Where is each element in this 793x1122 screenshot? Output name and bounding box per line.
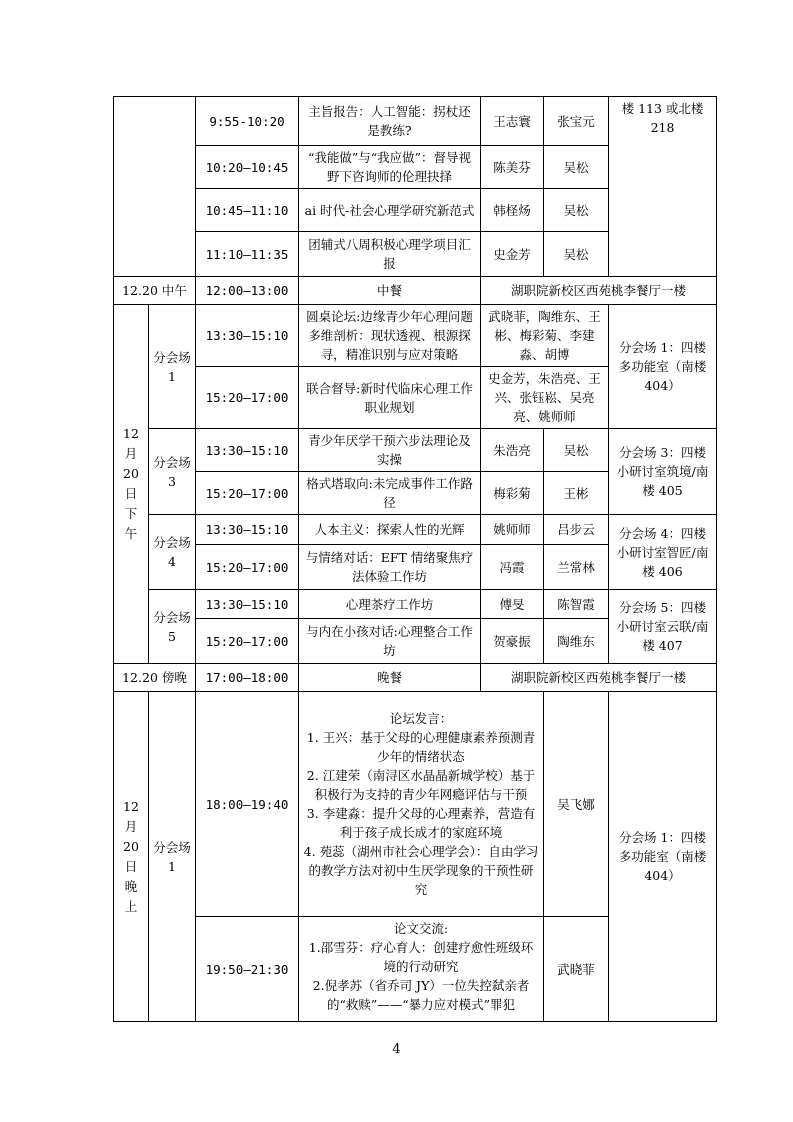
venue-cell: 分会场 1：四楼多功能室（南楼 404） (609, 305, 717, 429)
date-char: 月 (124, 446, 138, 461)
time-cell: 15:20—17:00 (196, 545, 299, 590)
speaker-cell: 陈美芬 (481, 146, 544, 189)
program-line: 1.邵雪芬：疗心育人：创建疗愈性班级环境的行动研究 (308, 940, 534, 974)
venue-cell: 分会场 1：四楼多功能室（南楼 404） (609, 692, 717, 1022)
host-cell: 陈智霞 (544, 590, 609, 619)
host-cell: 吴松 (544, 429, 609, 472)
venue-cell: 湖职院新校区西苑桃李餐厅一楼 (481, 277, 717, 305)
venue-cell: 分会场 3：四楼小研讨室筑境/南楼 405 (609, 429, 717, 515)
empty-date-cell (114, 97, 196, 277)
topic-cell: 团辅式八周积极心理学项目汇报 (299, 232, 481, 277)
date-char: 上 (124, 898, 138, 914)
host-cell: 吕步云 (544, 515, 609, 545)
program-line: 2. 江建荣（南浔区水晶晶新城学校）基于积极行为支持的青少年网瘾评估与干预 (306, 768, 536, 802)
time-cell: 17:00—18:00 (196, 664, 299, 692)
topic-cell: 主旨报告：人工智能：拐杖还是教练? (299, 97, 481, 146)
topic-cell: “我能做”与“我应做”：督导视野下咨询师的伦理抉择 (299, 146, 481, 189)
time-cell: 15:20—17:00 (196, 367, 299, 429)
meal-label: 中餐 (299, 277, 481, 305)
host-cell: 王彬 (544, 472, 609, 515)
program-line: 4. 苑蕊（湖州市社会心理学会）：自由学习的教学方法对初中生厌学现象的干预性研究 (303, 844, 539, 897)
program-line: 1. 王兴：基于父母的心理健康素养预测青少年的情绪状态 (306, 730, 536, 764)
session-name-cell: 分会场 1 (149, 305, 196, 429)
program-line: 3. 李建淼：提升父母的心理素养，营造有利于孩子成长成才的家庭环境 (306, 806, 536, 840)
speaker-cell: 傅旻 (481, 590, 544, 619)
table-row (114, 429, 717, 472)
host-cell: 吴飞娜 (544, 692, 609, 917)
date-vertical-cell (114, 692, 149, 1022)
topic-cell: 人本主义：探索人性的光辉 (299, 515, 481, 545)
date-char: 20 (123, 838, 139, 854)
date-char: 12 (123, 798, 139, 814)
host-cell: 武晓菲 (544, 917, 609, 1022)
session-name-cell: 分会场 5 (149, 590, 196, 664)
speaker-cell: 贺豪振 (481, 619, 544, 664)
topic-cell: 格式塔取向:未完成事件工作路径 (299, 472, 481, 515)
host-cell: 吴松 (544, 189, 609, 232)
venue-cell: 湖职院新校区西苑桃李餐厅一楼 (481, 664, 717, 692)
date-cell: 12.20 傍晚 (114, 664, 196, 692)
topic-cell: 联合督导:新时代临床心理工作职业规划 (299, 367, 481, 429)
date-char: 日 (124, 486, 138, 501)
venue-cell: 分会场 4：四楼小研讨室智匠/南楼 406 (609, 515, 717, 590)
topic-cell: 与情绪对话：EFT 情绪聚焦疗法体验工作坊 (299, 545, 481, 590)
meal-label: 晚餐 (299, 664, 481, 692)
time-cell: 18:00—19:40 (196, 692, 299, 917)
time-cell: 11:10—11:35 (196, 232, 299, 277)
program-line: 论坛发言： (389, 711, 453, 726)
topic-cell: 心理茶疗工作坊 (299, 590, 481, 619)
venue-cell: 分会场 5：四楼小研讨室云联/南楼 407 (609, 590, 717, 664)
date-char: 月 (124, 818, 138, 834)
table-row (114, 97, 717, 146)
program-line: 论文交流: (393, 921, 449, 936)
date-char: 午 (124, 526, 138, 541)
time-cell: 13:30—15:10 (196, 429, 299, 472)
table-row (114, 692, 717, 917)
speaker-cell: 冯霞 (481, 545, 544, 590)
speaker-cell: 史金芳 (481, 232, 544, 277)
table-row (114, 515, 717, 545)
table-row (114, 590, 717, 619)
time-cell: 9:55-10:20 (196, 97, 299, 146)
host-cell: 陶维东 (544, 619, 609, 664)
speaker-cell: 韩柽炀 (481, 189, 544, 232)
time-cell: 19:50—21:30 (196, 917, 299, 1022)
date-char: 晚 (124, 878, 138, 894)
time-cell: 15:20—17:00 (196, 619, 299, 664)
venue-cell: 楼 113 或北楼 218 (609, 97, 717, 277)
topic-cell: 与内在小孩对话:心理整合工作坊 (299, 619, 481, 664)
topic-cell: 青少年厌学干预六步法理论及实操 (299, 429, 481, 472)
speaker-cell: 梅彩菊 (481, 472, 544, 515)
time-cell: 10:20—10:45 (196, 146, 299, 189)
session-name-cell: 分会场 1 (149, 692, 196, 1022)
dinner-row (114, 664, 717, 692)
speaker-cell: 王志寰 (481, 97, 544, 146)
speaker-cell: 史金芳，朱浩亮、王兴、张钰崧、吴亮亮、姚师师 (481, 367, 609, 429)
date-char: 日 (124, 858, 138, 874)
program-detail-cell (299, 692, 544, 917)
program-line: 2.倪孝苏（省乔司 JY）一位失控弑亲者的“救赎”——“暴力应对模式”罪犯 (312, 978, 530, 1012)
session-name-cell: 分会场 3 (149, 429, 196, 515)
date-vertical-cell (114, 305, 149, 664)
time-cell: 13:30—15:10 (196, 590, 299, 619)
lunch-row (114, 277, 717, 305)
time-cell: 12:00—13:00 (196, 277, 299, 305)
host-cell: 张宝元 (544, 97, 609, 146)
speaker-cell: 朱浩亮 (481, 429, 544, 472)
page-number: 4 (392, 1042, 401, 1057)
host-cell: 吴松 (544, 146, 609, 189)
date-char: 12 (123, 426, 139, 441)
time-cell: 13:30—15:10 (196, 515, 299, 545)
time-cell: 15:20—17:00 (196, 472, 299, 515)
program-detail-cell (299, 917, 544, 1022)
host-cell: 兰常林 (544, 545, 609, 590)
date-cell: 12.20 中午 (114, 277, 196, 305)
time-cell: 10:45—11:10 (196, 189, 299, 232)
speaker-cell: 武晓菲，陶维东、王彬、梅彩菊、李建淼、胡博 (481, 305, 609, 367)
time-cell: 13:30—15:10 (196, 305, 299, 367)
table-row (114, 305, 717, 367)
speaker-cell: 姚师师 (481, 515, 544, 545)
schedule-table (113, 96, 717, 1022)
topic-cell: ai 时代-社会心理学研究新范式 (299, 189, 481, 232)
date-char: 20 (123, 466, 139, 481)
host-cell: 吴松 (544, 232, 609, 277)
session-name-cell: 分会场 4 (149, 515, 196, 590)
topic-cell: 圆桌论坛:边缘青少年心理问题多维剖析：现状透视、根源探寻，精准识别与应对策略 (299, 305, 481, 367)
date-char: 下 (124, 506, 138, 521)
